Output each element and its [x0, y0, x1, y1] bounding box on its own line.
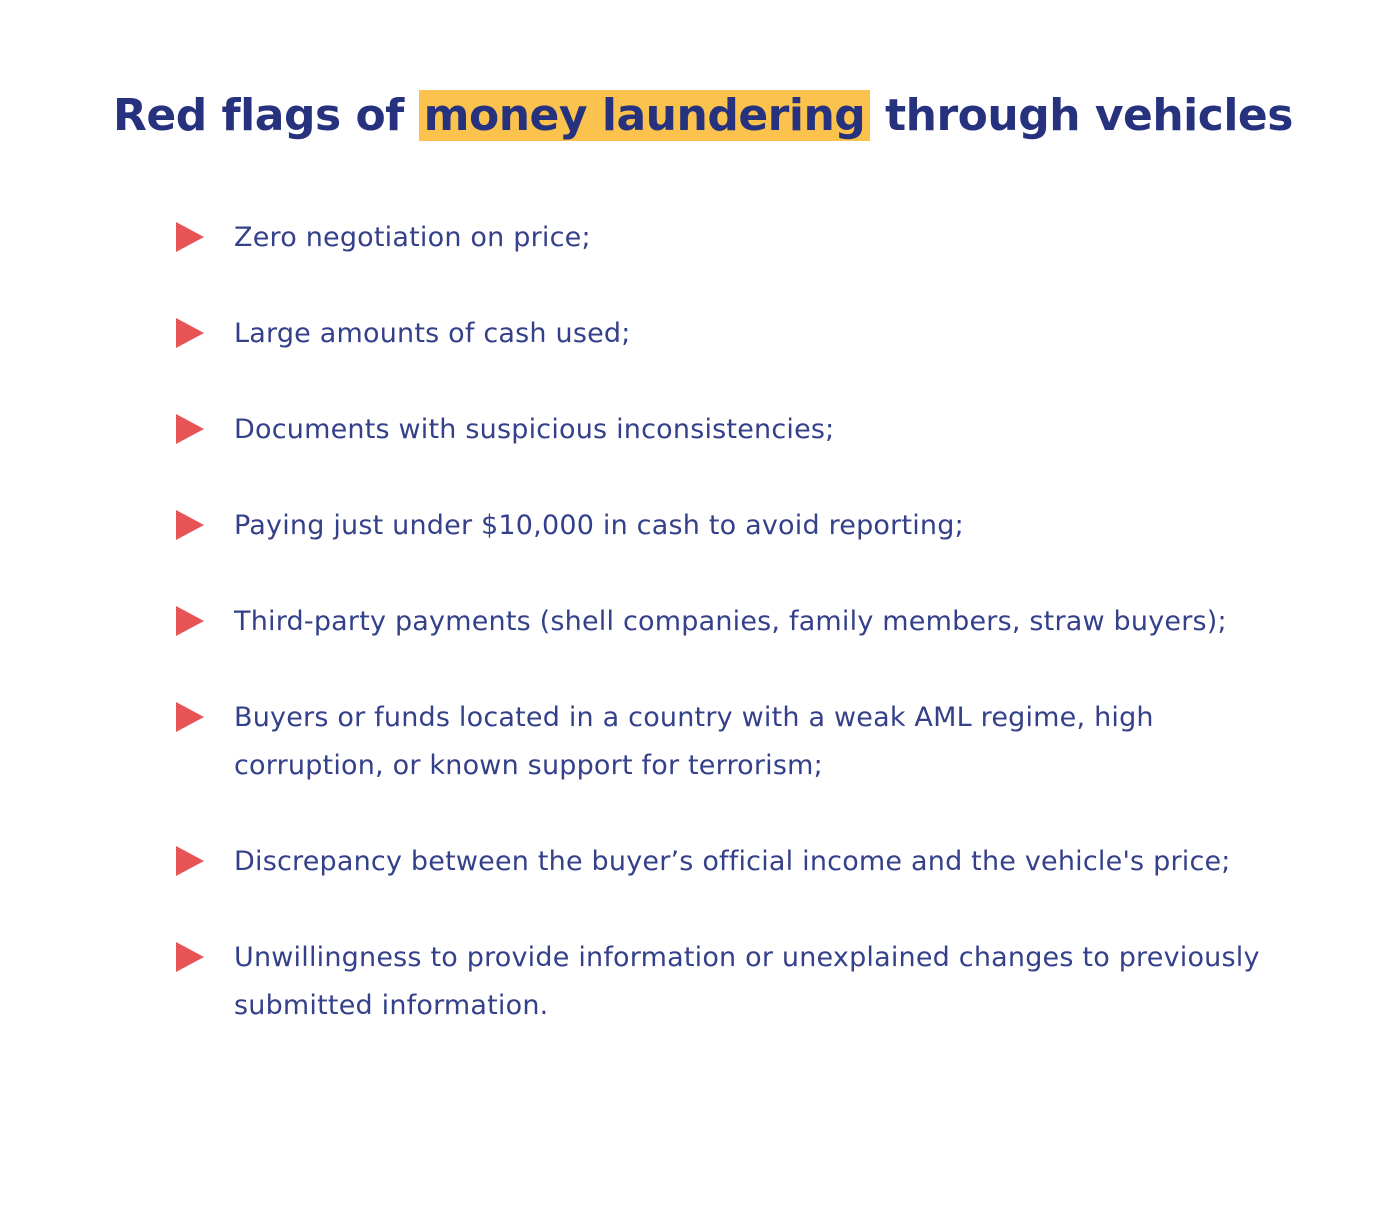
list-item-text: Paying just under $10,000 in cash to avoid reporting; — [234, 510, 964, 541]
list-item-text: Discrepancy between the buyer’s official income and the vehicle's price; — [234, 846, 1231, 877]
list-item — [176, 502, 1276, 550]
list-item — [176, 406, 1276, 454]
title-prefix: Red flags of — [113, 90, 419, 141]
list-item — [176, 310, 1276, 358]
triangle-right-icon — [176, 414, 204, 444]
list-item-text: Documents with suspicious inconsistencies; — [234, 414, 835, 445]
triangle-right-icon — [176, 702, 204, 732]
list-item — [176, 838, 1276, 886]
page-title — [0, 83, 1388, 149]
list-item-text: Unwillingness to provide information or unexplained changes to previously submitted information. — [234, 942, 1260, 1021]
title-highlight: money laundering — [419, 90, 871, 141]
list-item-text: Third-party payments (shell companies, family members, straw buyers); — [234, 606, 1227, 637]
triangle-right-icon — [176, 846, 204, 876]
list-item — [176, 214, 1276, 262]
list-item-text: Buyers or funds located in a country with a weak AML regime, high corruption, or known support for terrorism; — [234, 702, 1154, 781]
list-item-text: Large amounts of cash used; — [234, 318, 631, 349]
list-item-text: Zero negotiation on price; — [234, 222, 591, 253]
red-flags-list — [176, 214, 1276, 1030]
list-item — [176, 598, 1276, 646]
triangle-right-icon — [176, 606, 204, 636]
triangle-right-icon — [176, 510, 204, 540]
list-item — [176, 694, 1276, 790]
list-item — [176, 934, 1276, 1030]
triangle-right-icon — [176, 942, 204, 972]
triangle-right-icon — [176, 222, 204, 252]
title-suffix: through vehicles — [870, 90, 1293, 141]
triangle-right-icon — [176, 318, 204, 348]
